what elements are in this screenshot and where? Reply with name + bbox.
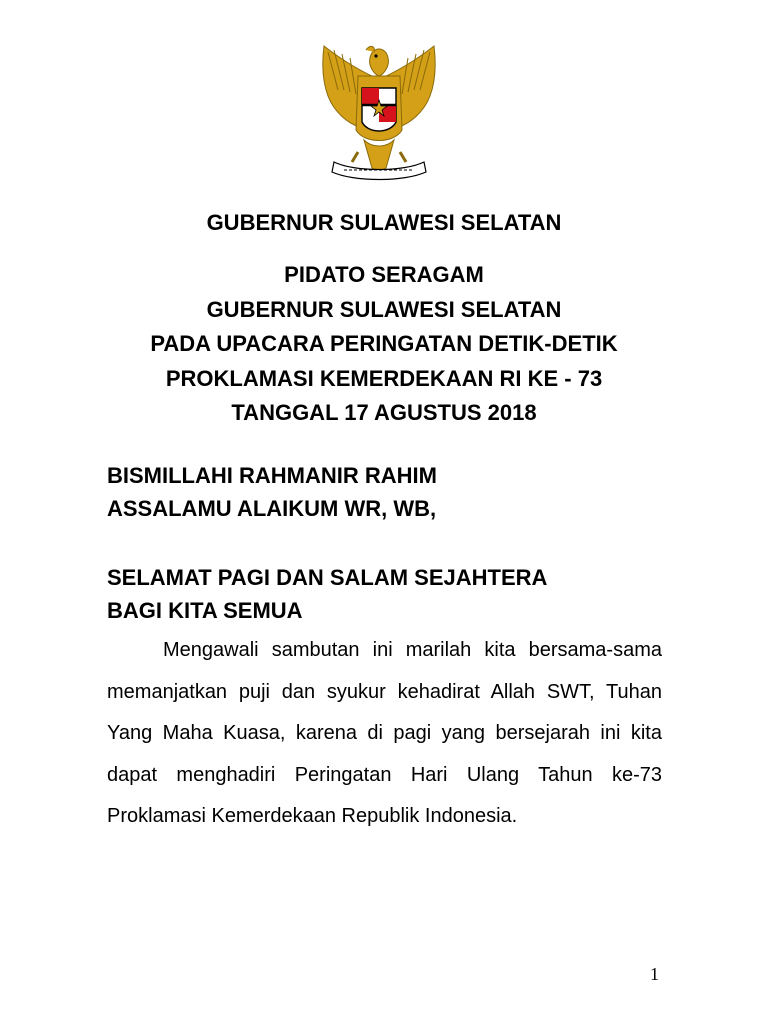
speech-title-line: TANGGAL 17 AGUSTUS 2018	[231, 400, 537, 425]
garuda-emblem-icon	[314, 40, 444, 190]
salutation	[107, 561, 707, 627]
page-number: 1	[650, 964, 659, 984]
speech-title-line: PROKLAMASI KEMERDEKAAN RI KE - 73	[165, 365, 603, 391]
speech-title-line: PADA UPACARA PERINGATAN DETIK-DETIK	[150, 331, 618, 356]
salutation-line: BAGI KITA SEMUA	[107, 598, 303, 623]
speech-title	[0, 258, 768, 431]
greeting-line: ASSALAMU ALAIKUM WR, WB,	[107, 496, 437, 521]
salutation-line: SELAMAT PAGI DAN SALAM SEJAHTERA	[107, 565, 548, 590]
speech-title-line: GUBERNUR SULAWESI SELATAN	[206, 296, 562, 322]
opening-greeting	[107, 459, 707, 525]
office-title: GUBERNUR SULAWESI SELATAN	[206, 210, 562, 235]
speech-title-line: PIDATO SERAGAM	[284, 262, 484, 287]
greeting-line: BISMILLAHI RAHMANIR RAHIM	[107, 463, 437, 488]
opening-paragraph: Mengawali sambutan ini marilah kita bersama-sama memanjatkan puji dan syukur kehadirat Allah SWT, Tuhan Yang Maha Kuasa, karena di pagi yang bersejarah ini kita dapat menghadiri Peringatan Hari Ulang Tahun ke-73 Proklamasi Kemerdekaan Republik Indonesia.	[107, 639, 662, 827]
